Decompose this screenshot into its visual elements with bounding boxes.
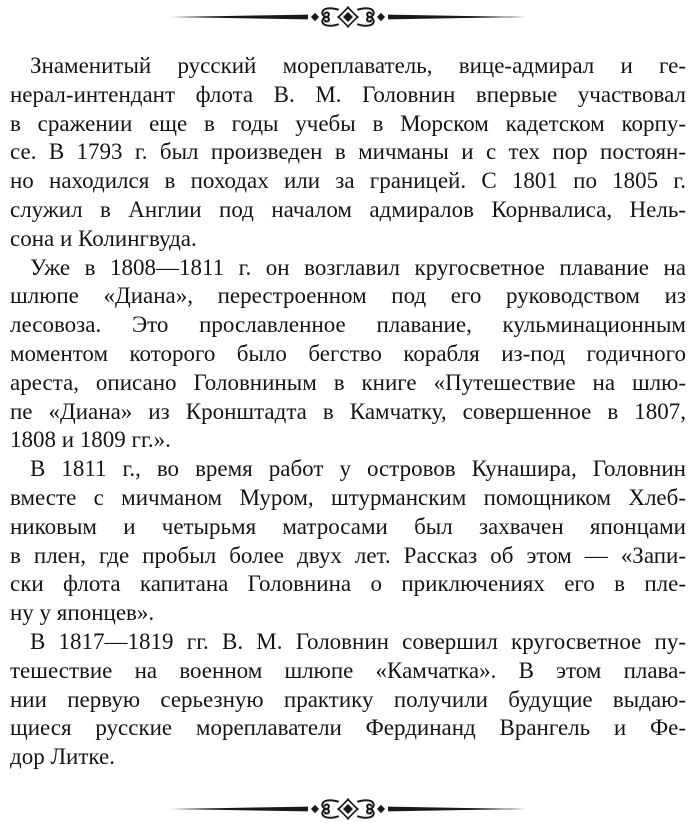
text-line: Знаменитый русский мореплаватель, вице-адмирал и ге- xyxy=(30,53,686,78)
text-line: вместе с мичманом Муром, штурманским помощником Хлеб- xyxy=(10,484,686,510)
text-line: се. В 1793 г. был произведен в мичманы и с тех пор постоян- xyxy=(10,139,686,165)
text-line: моментом которого было бегство корабля из-под годичного xyxy=(10,340,686,366)
text-line: лесовоза. Это прославленное плавание, кульминационным xyxy=(10,312,686,338)
text-line: пе «Диана» из Кронштадта в Камчатку, совершенное в 1807, xyxy=(10,398,686,424)
text-line: ски флота капитана Головнина о приключениях его в пле- xyxy=(10,571,686,597)
divider-ornament-svg xyxy=(168,4,528,30)
text-line: сона и Колингвуда. xyxy=(10,225,197,251)
text-line: В 1811 г., во время работ у островов Кунашира, Головнин xyxy=(30,456,686,482)
text-line: в сражении еще в годы учебы в Морском кадетском корпу- xyxy=(10,110,686,136)
bottom-divider-ornament-icon xyxy=(168,796,528,822)
text-line: шлюпе «Диана», перестроенном под его руководством из xyxy=(10,283,686,309)
paragraph-3 xyxy=(10,455,686,628)
text-line: ну у японцев». xyxy=(10,600,155,626)
paragraph-4 xyxy=(10,628,686,772)
text-line: служил в Англии под началом адмиралов Корнвалиса, Нель- xyxy=(10,196,686,222)
text-line: тешествие на военном шлюпе «Камчатка». В этом плава- xyxy=(10,657,686,683)
text-line: нерал-интендант флота В. М. Головнин впервые участвовал xyxy=(10,81,686,107)
text-line: дор Литке. xyxy=(10,744,115,770)
text-content xyxy=(10,52,686,772)
divider-ornament-svg xyxy=(168,796,528,822)
paragraph-1 xyxy=(10,52,686,254)
top-divider-ornament-icon xyxy=(168,0,528,30)
text-line: в плен, где пробыл более двух лет. Рассказ об этом — «Запи- xyxy=(10,542,686,568)
text-line: нии первую серьезную практику получили будущие выдаю- xyxy=(10,686,686,712)
text-line: щиеся русские мореплаватели Фердинанд Врангель и Фе- xyxy=(10,715,686,741)
text-line: никовым и четырьмя матросами был захвачен японцами xyxy=(10,513,686,539)
text-line: но находился в походах или за границей. С 1801 по 1805 г. xyxy=(10,168,686,194)
paragraph-2 xyxy=(10,254,686,456)
text-line: В 1817—1819 гг. В. М. Головнин совершил кругосветное пу- xyxy=(30,628,686,654)
text-line: 1808 и 1809 гг.». xyxy=(10,427,171,453)
text-line: ареста, описано Головниным в книге «Путешествие на шлю- xyxy=(10,369,686,395)
text-line: Уже в 1808—1811 г. он возглавил кругосветное плавание на xyxy=(30,254,686,280)
